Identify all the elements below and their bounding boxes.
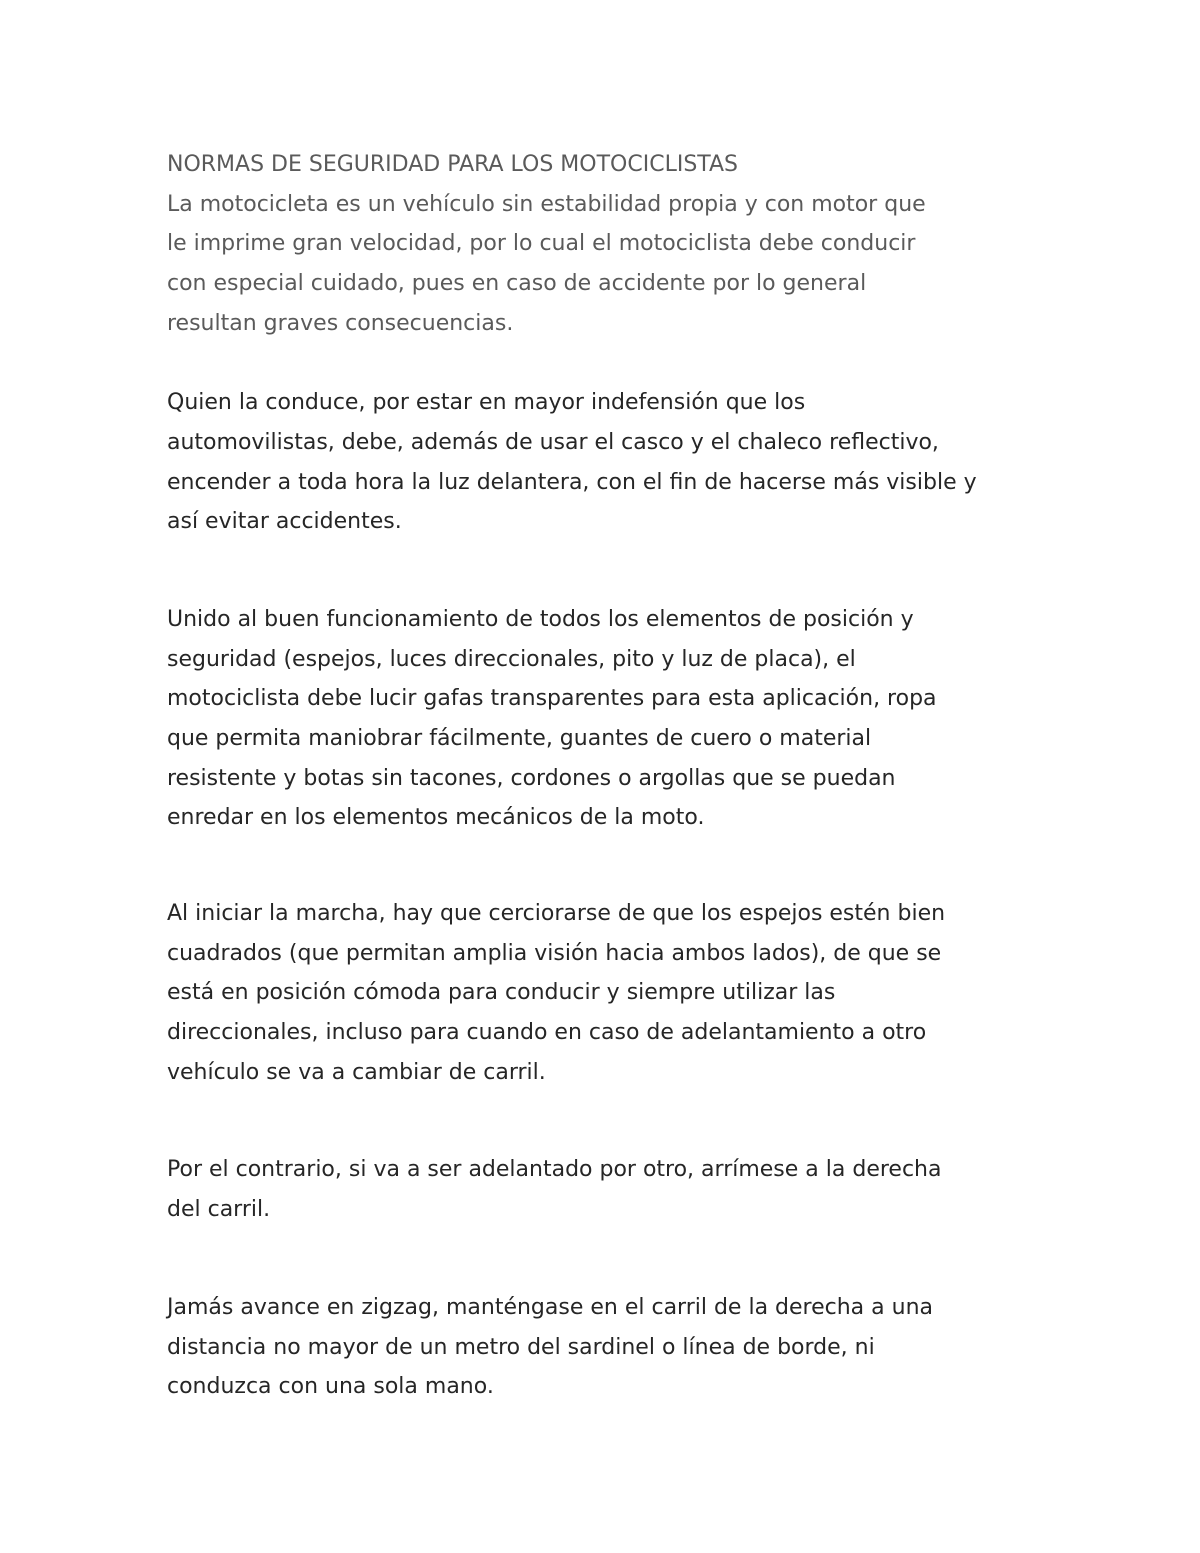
paragraph-line: vehículo se va a cambiar de carril.: [167, 1059, 546, 1085]
paragraph-line: Quien la conduce, por estar en mayor indefensión que los: [167, 390, 806, 416]
paragraph-6: [167, 1288, 1047, 1407]
paragraph-line: cuadrados (que permitan amplia visión hacia ambos lados), de que se: [167, 940, 942, 966]
document-body: [167, 145, 1047, 1407]
paragraph-line: resultan graves consecuencias.: [167, 310, 514, 336]
paragraph-line: enredar en los elementos mecánicos de la moto.: [167, 805, 705, 831]
paragraph-line: Por el contrario, si va a ser adelantado por otro, arrímese a la derecha: [167, 1157, 942, 1183]
paragraph-line: así evitar accidentes.: [167, 509, 402, 535]
paragraph-line: resistente y botas sin tacones, cordones o argollas que se puedan: [167, 765, 896, 791]
paragraph-5: [167, 1150, 1047, 1229]
paragraph-line: direccionales, incluso para cuando en caso de adelantamiento a otro: [167, 1020, 927, 1046]
paragraph-line: automovilistas, debe, además de usar el casco y el chaleco reflectivo,: [167, 429, 939, 455]
paragraph-line: está en posición cómoda para conducir y siempre utilizar las: [167, 980, 836, 1006]
paragraph-line: conduzca con una sola mano.: [167, 1374, 494, 1400]
paragraph-2: [167, 383, 1047, 542]
paragraph-3: [167, 600, 1047, 838]
paragraph-4: [167, 894, 1047, 1092]
paragraph-line: distancia no mayor de un metro del sardinel o línea de borde, ni: [167, 1334, 875, 1360]
paragraph-line: con especial cuidado, pues en caso de accidente por lo general: [167, 271, 867, 297]
paragraph-line: Unido al buen funcionamiento de todos los elementos de posición y: [167, 606, 914, 632]
paragraph-line: motociclista debe lucir gafas transparentes para esta aplicación, ropa: [167, 686, 937, 712]
document-title: NORMAS DE SEGURIDAD PARA LOS MOTOCICLISTAS: [167, 152, 739, 177]
paragraph-line: le imprime gran velocidad, por lo cual el motociclista debe conducir: [167, 231, 916, 257]
paragraph-spacer: [167, 1230, 1047, 1288]
paragraph-line: Al iniciar la marcha, hay que cerciorarse de que los espejos estén bien: [167, 901, 946, 926]
paragraph-line: del carril.: [167, 1197, 271, 1223]
paragraph-spacer: [167, 838, 1047, 894]
paragraph-line: La motocicleta es un vehículo sin estabilidad propia y con motor que: [167, 191, 926, 217]
paragraph-line: encender a toda hora la luz delantera, con el fin de hacerse más visible y: [167, 469, 977, 495]
paragraph-spacer: [167, 1092, 1047, 1150]
paragraph-spacer: [167, 343, 1047, 383]
paragraph-line: Jamás avance en zigzag, manténgase en el carril de la derecha a una: [167, 1294, 934, 1320]
paragraph-line: que permita maniobrar fácilmente, guantes de cuero o material: [167, 725, 872, 751]
paragraph-1: [167, 185, 1047, 344]
paragraph-spacer: [167, 542, 1047, 600]
paragraph-line: seguridad (espejos, luces direccionales, pito y luz de placa), el: [167, 646, 856, 672]
